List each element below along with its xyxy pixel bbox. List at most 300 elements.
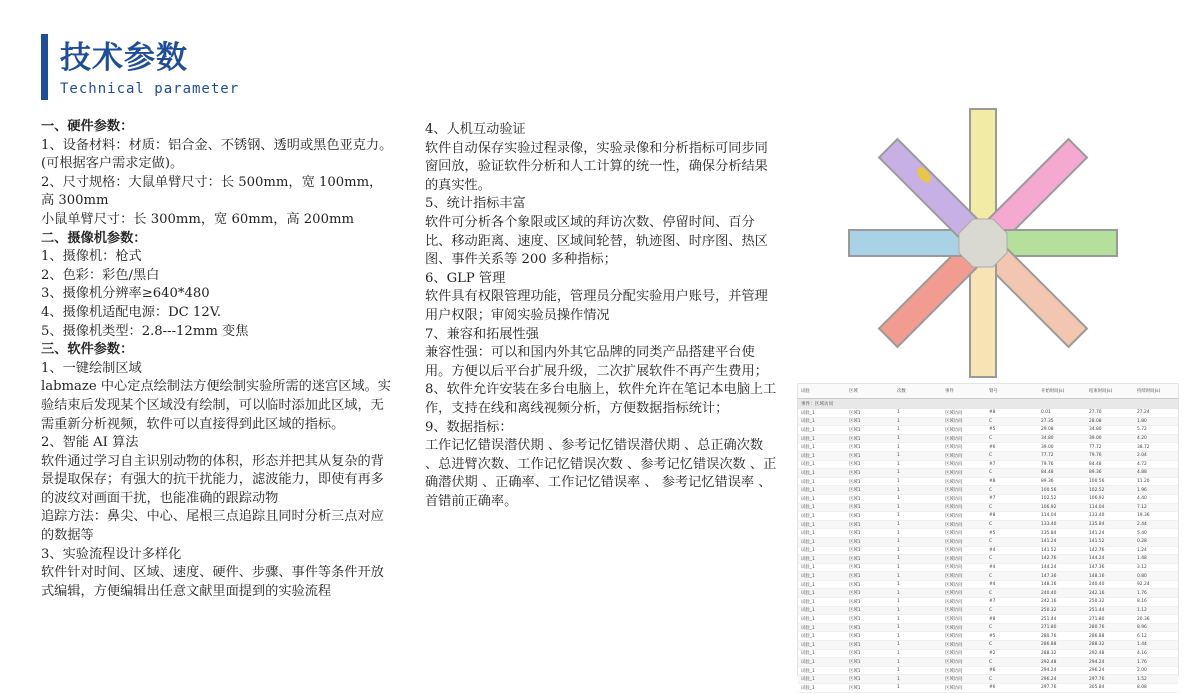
- table-row: [798, 418, 1178, 427]
- table-cell: 240.40: [1089, 582, 1105, 588]
- table-cell: 试验_1: [801, 462, 815, 468]
- table-cell: 141.52: [1089, 539, 1105, 545]
- table-row: [798, 435, 1178, 444]
- table-cell: 1.52: [1137, 676, 1147, 682]
- table-cell: 34.80: [1089, 427, 1102, 433]
- table-cell: 区域1: [849, 668, 861, 674]
- table-cell: 区域1: [849, 453, 861, 459]
- table-cell: 区域1: [849, 677, 861, 683]
- table-cell: 区域访问: [945, 462, 963, 468]
- table-cell: C: [989, 539, 993, 545]
- table-cell: 试验_1: [801, 565, 815, 571]
- table-row: [798, 667, 1178, 676]
- table-cell: 区域1: [849, 505, 861, 511]
- table-row: [798, 538, 1178, 547]
- section-heading: 三、软件参数：: [41, 342, 134, 358]
- table-cell: #7: [989, 599, 996, 605]
- table-cell: 试验_1: [801, 660, 815, 666]
- table-cell: 1: [897, 496, 900, 502]
- table-cell: 区域1: [849, 565, 861, 571]
- table-cell: C: [989, 659, 993, 665]
- table-row: [798, 658, 1178, 667]
- table-cell: 1.48: [1137, 556, 1147, 562]
- table-cell: 147.36: [1089, 564, 1105, 570]
- table-cell: 区域访问: [945, 617, 963, 623]
- table-cell: 1: [897, 522, 900, 528]
- table-cell: C: [989, 504, 993, 510]
- table-cell: 区域访问: [945, 548, 963, 554]
- table-cell: 试验_1: [801, 539, 815, 545]
- table-cell: 试验_1: [801, 608, 815, 614]
- table-cell: 2.00: [1137, 668, 1147, 674]
- paragraph: 9、数据指标：: [425, 419, 513, 435]
- table-row: [798, 529, 1178, 538]
- table-cell: 1: [897, 539, 900, 545]
- table-cell: 试验_1: [801, 574, 815, 580]
- table-cell: 区域访问: [945, 556, 963, 562]
- table-header-cell: 次数: [897, 389, 906, 394]
- table-cell: 区域访问: [945, 685, 963, 691]
- table-cell: #8: [989, 479, 996, 485]
- table-cell: 1: [897, 453, 900, 459]
- table-row: [798, 521, 1178, 530]
- table-cell: 1.76: [1137, 659, 1147, 665]
- table-row: [798, 409, 1178, 418]
- maze-arm: [989, 139, 1087, 237]
- table-cell: 39.00: [1041, 444, 1054, 450]
- table-header-cell: 持续时间(s): [1137, 389, 1161, 394]
- table-cell: 1: [897, 668, 900, 674]
- table-cell: C: [989, 418, 993, 424]
- table-cell: 区域访问: [945, 668, 963, 674]
- table-cell: 106.92: [1041, 504, 1057, 510]
- table-cell: 288.32: [1089, 642, 1105, 648]
- table-cell: 区域访问: [945, 419, 963, 425]
- table-cell: 1: [897, 564, 900, 570]
- table-cell: 区域1: [849, 574, 861, 580]
- table-cell: 141.24: [1041, 539, 1057, 545]
- paragraph: 追踪方法：鼻尖、中心、尾根三点追踪且同时分析三点对应的数据等: [41, 509, 384, 544]
- table-cell: 区域1: [849, 599, 861, 605]
- table-cell: C: [989, 556, 993, 562]
- table-cell: 区域访问: [945, 677, 963, 683]
- table-cell: 区域1: [849, 651, 861, 657]
- table-row: [798, 624, 1178, 633]
- table-cell: 1: [897, 642, 900, 648]
- paragraph: 3、摄像机分辨率≥640*480: [41, 286, 210, 302]
- table-cell: 区域访问: [945, 505, 963, 511]
- table-cell: 区域1: [849, 634, 861, 640]
- table-cell: 288.32: [1041, 650, 1057, 656]
- table-cell: 1: [897, 444, 900, 450]
- table-cell: 区域访问: [945, 470, 963, 476]
- table-cell: C: [989, 470, 993, 476]
- table-row: [798, 650, 1178, 659]
- table-cell: 100.56: [1041, 487, 1057, 493]
- table-cell: 142.76: [1041, 556, 1057, 562]
- table-cell: 148.16: [1041, 582, 1057, 588]
- table-cell: 0.01: [1041, 410, 1051, 416]
- table-cell: 144.24: [1089, 556, 1105, 562]
- table-cell: 250.32: [1041, 607, 1057, 613]
- table-cell: 2.04: [1137, 453, 1147, 459]
- table-cell: 27.70: [1089, 410, 1102, 416]
- table-cell: 1.24: [1137, 547, 1147, 553]
- table-cell: 区域访问: [945, 599, 963, 605]
- table-cell: 292.48: [1041, 659, 1057, 665]
- maze-arm: [879, 249, 977, 347]
- table-cell: #4: [989, 547, 996, 553]
- title-accent-bar: [41, 34, 48, 100]
- table-cell: 区域1: [849, 617, 861, 623]
- paragraph: 软件通过学习自主识别动物的体积，形态并把其从复杂的背景提取保存；有强大的抗干扰能力，滤波能力，即使有再多的波纹对画面干扰，也能准确的跟踪动物: [41, 453, 384, 506]
- table-cell: 1: [897, 470, 900, 476]
- table-cell: 试验_1: [801, 582, 815, 588]
- table-cell: 5.40: [1137, 530, 1147, 536]
- table-cell: 区域访问: [945, 591, 963, 597]
- table-cell: 区域访问: [945, 642, 963, 648]
- paragraph: 1、摄像机：枪式: [41, 249, 142, 265]
- paragraph: 软件自动保存实验过程录像，实验录像和分析指标可同步同窗回放，验证软件分析和人工计算的统一性，确保分析结果的真实性。: [425, 140, 768, 193]
- table-cell: 286.88: [1089, 633, 1105, 639]
- table-cell: 区域访问: [945, 522, 963, 528]
- table-cell: #6: [989, 668, 996, 674]
- table-cell: 1: [897, 547, 900, 553]
- table-cell: 89.36: [1089, 470, 1102, 476]
- table-cell: 0.28: [1137, 539, 1147, 545]
- table-cell: 251.44: [1041, 616, 1057, 622]
- table-cell: 区域1: [849, 445, 861, 451]
- table-cell: 试验_1: [801, 470, 815, 476]
- table-cell: 1: [897, 436, 900, 442]
- table-cell: 区域访问: [945, 651, 963, 657]
- table-cell: 试验_1: [801, 505, 815, 511]
- paragraph: 7、兼容和拓展性强: [425, 326, 539, 342]
- table-cell: 区域1: [849, 436, 861, 442]
- table-cell: 区域访问: [945, 445, 963, 451]
- table-cell: 1.80: [1137, 418, 1147, 424]
- table-cell: 1: [897, 513, 900, 519]
- table-cell: 79.76: [1089, 453, 1102, 459]
- table-cell: 1: [897, 582, 900, 588]
- table-row: [798, 564, 1178, 573]
- table-row: [798, 504, 1178, 513]
- table-row: [798, 641, 1178, 650]
- table-cell: 133.40: [1041, 522, 1057, 528]
- paragraph: 3、实验流程设计多样化: [41, 546, 182, 562]
- table-header-cell: 试验: [801, 389, 810, 394]
- paragraph: 2、尺寸规格：大鼠单臂尺寸：长 500mm，宽 100mm，高 300mm: [41, 174, 383, 209]
- table-cell: C: [989, 436, 993, 442]
- table-cell: 试验_1: [801, 453, 815, 459]
- table-cell: 38.72: [1137, 444, 1150, 450]
- table-row: [798, 469, 1178, 478]
- table-cell: 区域1: [849, 513, 861, 519]
- table-cell: 1.44: [1137, 642, 1147, 648]
- table-cell: 区域1: [849, 548, 861, 554]
- table-cell: 区域访问: [945, 496, 963, 502]
- table-cell: 区域访问: [945, 427, 963, 433]
- table-cell: 区域1: [849, 556, 861, 562]
- table-cell: 1: [897, 461, 900, 467]
- paragraph: 2、智能 AI 算法: [41, 435, 139, 451]
- maze-arm: [879, 139, 977, 237]
- table-cell: 试验_1: [801, 513, 815, 519]
- table-cell: 1: [897, 590, 900, 596]
- table-cell: 1: [897, 599, 900, 605]
- table-cell: 试验_1: [801, 548, 815, 554]
- table-cell: 1: [897, 418, 900, 424]
- table-cell: 144.24: [1041, 564, 1057, 570]
- table-cell: 试验_1: [801, 479, 815, 485]
- table-cell: 102.52: [1089, 487, 1105, 493]
- table-cell: 1: [897, 573, 900, 579]
- table-cell: 区域1: [849, 685, 861, 691]
- table-cell: 试验_1: [801, 625, 815, 631]
- table-cell: 区域1: [849, 419, 861, 425]
- paragraph: 4、摄像机适配电源：DC 12V.: [41, 304, 222, 320]
- table-cell: 296.24: [1041, 676, 1057, 682]
- paragraph: labmaze 中心定点绘制法方便绘制实验所需的迷宫区域。实验结束后发现某个区域没有绘制，可以临时添加此区域，无需重新分析视频，软件可以直接得到此区域的指标。: [41, 379, 391, 432]
- table-cell: 区域访问: [945, 539, 963, 545]
- paragraph: 兼容性强：可以和国内外其它品牌的同类产品搭建平台使用。方便以后平台扩展升级，二次扩展软件不再产生费用；: [425, 345, 768, 379]
- table-cell: 77.72: [1089, 444, 1102, 450]
- table-cell: 294.24: [1041, 668, 1057, 674]
- table-row: [798, 452, 1178, 461]
- table-cell: 试验_1: [801, 436, 815, 442]
- table-cell: 1: [897, 556, 900, 562]
- table-cell: 280.76: [1041, 633, 1057, 639]
- table-row: [798, 486, 1178, 495]
- table-cell: 296.24: [1089, 668, 1105, 674]
- table-cell: 286.88: [1041, 642, 1057, 648]
- table-cell: 0.80: [1137, 573, 1147, 579]
- table-cell: 294.24: [1089, 659, 1105, 665]
- table-cell: 试验_1: [801, 522, 815, 528]
- table-cell: 区域访问: [945, 608, 963, 614]
- table-cell: 区域访问: [945, 531, 963, 537]
- table-cell: 试验_1: [801, 651, 815, 657]
- table-cell: 106.92: [1089, 496, 1105, 502]
- table-cell: 240.40: [1041, 590, 1057, 596]
- table-row: [798, 675, 1178, 684]
- table-cell: #5: [989, 530, 996, 536]
- table-cell: C: [989, 625, 993, 631]
- table-cell: 区域访问: [945, 625, 963, 631]
- table-row: [798, 555, 1178, 564]
- table-cell: 区域访问: [945, 582, 963, 588]
- maze-arm: [970, 109, 996, 221]
- paragraph: 1、设备材料：材质：铝合金、不锈钢、透明或黑色亚克力。(可根据客户需求定做)。: [41, 137, 393, 172]
- table-cell: 区域1: [849, 427, 861, 433]
- table-cell: 7.12: [1137, 504, 1147, 510]
- table-cell: 试验_1: [801, 488, 815, 494]
- table-cell: 区域访问: [945, 574, 963, 580]
- table-cell: 8.96: [1137, 625, 1147, 631]
- table-cell: 试验_1: [801, 419, 815, 425]
- table-cell: 1: [897, 607, 900, 613]
- table-row: [798, 632, 1178, 641]
- table-cell: 区域1: [849, 496, 861, 502]
- maze-arm: [1005, 230, 1117, 256]
- table-header-cell: 区域: [849, 389, 858, 394]
- table-cell: 4.88: [1137, 470, 1147, 476]
- table-cell: 区域1: [849, 660, 861, 666]
- table-cell: 34.80: [1041, 436, 1054, 442]
- table-row: [798, 572, 1178, 581]
- table-cell: C: [989, 522, 993, 528]
- table-row: [798, 581, 1178, 590]
- table-cell: 区域1: [849, 625, 861, 631]
- table-cell: 297.76: [1089, 676, 1105, 682]
- paragraph: 1、一键绘制区域: [41, 360, 142, 376]
- table-cell: #4: [989, 564, 996, 570]
- maze-center-hub: [959, 219, 1007, 267]
- table-row: [798, 443, 1178, 452]
- table-cell: 1: [897, 676, 900, 682]
- table-cell: 100.56: [1089, 479, 1105, 485]
- table-cell: 区域1: [849, 462, 861, 468]
- table-cell: 5.72: [1137, 427, 1147, 433]
- table-cell: 区域1: [849, 488, 861, 494]
- table-cell: 试验_1: [801, 591, 815, 597]
- table-cell: 区域访问: [945, 453, 963, 459]
- table-cell: 区域1: [849, 591, 861, 597]
- table-cell: 1: [897, 616, 900, 622]
- table-cell: 2.44: [1137, 522, 1147, 528]
- table-cell: 区域1: [849, 479, 861, 485]
- table-cell: 242.16: [1041, 599, 1057, 605]
- table-cell: 试验_1: [801, 410, 815, 416]
- table-cell: C: [989, 487, 993, 493]
- table-cell: 141.24: [1089, 530, 1105, 536]
- table-cell: #2: [989, 650, 996, 656]
- table-cell: 区域访问: [945, 565, 963, 571]
- table-cell: 区域1: [849, 539, 861, 545]
- paragraph: 软件具有权限管理功能，管理员分配实验用户账号，并管理用户权限；审阅实验员操作情况: [425, 289, 768, 323]
- table-cell: 148.16: [1089, 573, 1105, 579]
- table-cell: 区域1: [849, 522, 861, 528]
- table-cell: 4.72: [1137, 461, 1147, 467]
- table-cell: 区域1: [849, 410, 861, 416]
- table-cell: 区域访问: [945, 436, 963, 442]
- table-cell: 84.48: [1041, 470, 1054, 476]
- paragraph: 小鼠单臂尺寸：长 300mm，宽 60mm，高 200mm: [41, 211, 354, 227]
- table-row: [798, 589, 1178, 598]
- table-cell: 20.36: [1137, 616, 1150, 622]
- table-cell: 区域1: [849, 608, 861, 614]
- table-cell: #8: [989, 513, 996, 519]
- table-cell: 242.16: [1089, 590, 1105, 596]
- paragraph: 8、软件允许安装在多台电脑上，软件允许在笔记本电脑上工作，支持在线和离线视频分析，方便数据指标统计；: [425, 382, 777, 416]
- table-cell: 297.76: [1041, 685, 1057, 691]
- table-cell: C: [989, 607, 993, 613]
- table-cell: 135.84: [1089, 522, 1105, 528]
- table-cell: 1: [897, 685, 900, 691]
- table-cell: 84.48: [1089, 461, 1102, 467]
- table-cell: 试验_1: [801, 531, 815, 537]
- table-cell: 区域1: [849, 642, 861, 648]
- table-cell: 1: [897, 625, 900, 631]
- table-cell: 4.20: [1137, 436, 1147, 442]
- hardware-software-params-column: [41, 118, 393, 601]
- maze-arm: [849, 230, 961, 256]
- table-cell: #4: [989, 582, 996, 588]
- table-cell: 区域访问: [945, 488, 963, 494]
- table-cell: 区域访问: [945, 660, 963, 666]
- table-header-cell: 结束时间(s): [1089, 389, 1113, 394]
- table-row: [798, 478, 1178, 487]
- table-cell: 133.40: [1089, 513, 1105, 519]
- table-row: [798, 512, 1178, 521]
- table-cell: 1: [897, 487, 900, 493]
- table-cell: 305.84: [1089, 685, 1105, 691]
- table-cell: 8.08: [1137, 685, 1147, 691]
- table-cell: 试验_1: [801, 668, 815, 674]
- table-cell: 1: [897, 504, 900, 510]
- table-cell: 1: [897, 410, 900, 416]
- paragraph: 6、GLP 管理: [425, 270, 506, 286]
- table-cell: C: [989, 453, 993, 459]
- table-cell: 试验_1: [801, 599, 815, 605]
- table-cell: 6.12: [1137, 633, 1147, 639]
- paragraph: 4、人机互动验证: [425, 122, 526, 137]
- table-cell: C: [989, 676, 993, 682]
- table-cell: #7: [989, 496, 996, 502]
- table-cell: 11.20: [1137, 479, 1150, 485]
- section-heading: 一、硬件参数：: [41, 119, 134, 134]
- table-cell: 试验_1: [801, 427, 815, 433]
- table-cell: 试验_1: [801, 617, 815, 623]
- table-cell: 1.12: [1137, 607, 1147, 613]
- table-cell: 1.76: [1137, 590, 1147, 596]
- table-cell: 251.44: [1089, 607, 1105, 613]
- table-cell: 区域1: [849, 531, 861, 537]
- table-row: [798, 495, 1178, 504]
- table-cell: 1.96: [1137, 487, 1147, 493]
- table-row: [798, 547, 1178, 556]
- table-cell: 区域访问: [945, 513, 963, 519]
- table-cell: 27.24: [1137, 410, 1150, 416]
- paragraph: 工作记忆错误潜伏期 、参考记忆错误潜伏期 、总正确次数 、总进臂次数、工作记忆错误次数 、参考记忆错误次数 、正确潜伏期 、正确率、工作记忆错误率 、 参考记忆错误率 、首错前正确率。: [425, 438, 777, 509]
- table-group-row: 事件：区域访问: [798, 399, 1178, 409]
- table-row: [798, 461, 1178, 470]
- table-cell: 271.80: [1041, 625, 1057, 631]
- table-cell: 147.36: [1041, 573, 1057, 579]
- table-cell: C: [989, 642, 993, 648]
- table-cell: 1: [897, 633, 900, 639]
- table-cell: C: [989, 590, 993, 596]
- table-cell: 试验_1: [801, 634, 815, 640]
- paragraph: 软件针对时间、区域、速度、硬件、步骤、事件等条件开放式编辑，方便编辑出任意文献里面提到的实验流程: [41, 565, 384, 599]
- table-cell: 试验_1: [801, 642, 815, 648]
- table-cell: #6: [989, 685, 996, 691]
- table-cell: 89.36: [1041, 479, 1054, 485]
- table-cell: 1: [897, 530, 900, 536]
- table-cell: 试验_1: [801, 556, 815, 562]
- table-cell: #6: [989, 444, 996, 450]
- table-cell: 292.48: [1089, 650, 1105, 656]
- table-cell: 1: [897, 427, 900, 433]
- table-cell: 280.76: [1089, 625, 1105, 631]
- section-heading: 二、摄像机参数：: [41, 230, 147, 246]
- table-cell: 27.35: [1041, 418, 1054, 424]
- paragraph: 软件可分析各个象限或区域的拜访次数、停留时间、百分比、移动距离、速度、区域间轮替，轨迹图、时序图、热区图、事件关系等 200 多种指标；: [425, 214, 768, 268]
- table-row: [798, 684, 1178, 693]
- table-cell: 区域访问: [945, 410, 963, 416]
- table-cell: 141.52: [1041, 547, 1057, 553]
- table-cell: 区域1: [849, 470, 861, 476]
